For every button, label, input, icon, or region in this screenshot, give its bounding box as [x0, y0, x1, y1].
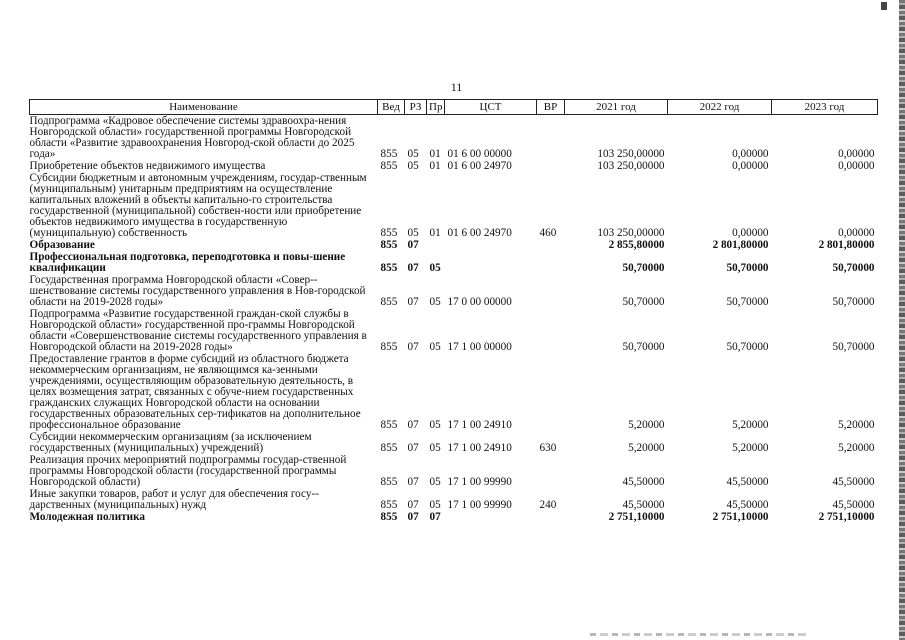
cell-pr: 01 — [429, 160, 441, 172]
cell-ved: 855 — [380, 476, 398, 488]
cell-ved: 855 — [380, 419, 398, 431]
table-row — [30, 454, 878, 488]
cell-pr: 07 — [429, 511, 441, 523]
scan-edge — [899, 0, 905, 640]
cell-y2022: 0,00000 — [732, 148, 769, 160]
cell-name: Образование — [29, 239, 95, 251]
cell-cst: 01 6 00 24970 — [447, 160, 512, 172]
cell-name: Государственная программа Новгородской области «Совер-шенствование системы государственного управления в Нов-городской области на 2019-2028 годы» — [29, 274, 366, 308]
cell-rz: 07 — [407, 262, 419, 274]
cell-y2022: 0,00000 — [732, 227, 769, 239]
cell-vr — [537, 160, 565, 172]
header-cst: ЦСТ — [445, 100, 537, 115]
cell-rz: 05 — [407, 227, 419, 239]
cell-y2021: 2 855,80000 — [608, 239, 665, 251]
page-number: 11 — [450, 80, 463, 94]
cell-y2021: 45,50000 — [622, 476, 665, 488]
cell-name: Реализация прочих мероприятий подпрограммы государ-ственной программы Новгородской области (государственной программы Новгородской области) — [29, 454, 347, 488]
cell-rz: 07 — [407, 476, 419, 488]
cell-y2021: 50,70000 — [622, 296, 665, 308]
cell-pr: 05 — [429, 419, 441, 431]
cell-y2022: 50,70000 — [726, 341, 769, 353]
cell-y2021: 2 751,10000 — [608, 511, 665, 523]
cell-ved: 855 — [380, 227, 398, 239]
cell-rz: 05 — [407, 160, 419, 172]
table-row — [30, 115, 878, 161]
cell-y2023: 50,70000 — [832, 262, 875, 274]
cell-pr: 05 — [429, 341, 441, 353]
header-2022: 2022 год — [668, 100, 772, 115]
cell-name: Субсидии некоммерческим организациям (за исключением государственных (муниципальных) учреждений) — [29, 431, 312, 454]
cell-y2021: 45,50000 — [622, 499, 665, 511]
cell-y2022: 45,50000 — [726, 499, 769, 511]
cell-name: Подпрограмма «Развитие государственной граждан-ской службы в Новгородской области» государственной про-граммы Новгородской области «Совершенствование системы государственного управления в Новгородской области на 2019-2028 годы» — [29, 308, 367, 353]
cell-y2021: 5,20000 — [628, 419, 665, 431]
cell-ved: 855 — [380, 239, 398, 251]
cell-y2022: 0,00000 — [732, 160, 769, 172]
cell-vr — [537, 239, 565, 251]
cell-cst: 17 1 00 99990 — [447, 499, 512, 511]
cell-rz: 07 — [407, 499, 419, 511]
table-row — [30, 511, 878, 523]
cell-name: Иные закупки товаров, работ и услуг для обеспечения госу-дарственных (муниципальных) нужд — [29, 488, 319, 511]
cell-vr — [537, 115, 565, 161]
cell-cst — [445, 251, 537, 274]
cell-y2023: 0,00000 — [838, 160, 875, 172]
cell-y2021: 50,70000 — [622, 262, 665, 274]
header-rz: РЗ — [405, 100, 427, 115]
cell-vr — [537, 454, 565, 488]
cell-rz: 07 — [407, 511, 419, 523]
cell-cst: 17 1 00 00000 — [447, 341, 512, 353]
cell-y2022: 5,20000 — [732, 419, 769, 431]
table-row — [30, 308, 878, 353]
cell-rz: 07 — [407, 442, 419, 454]
table-row — [30, 274, 878, 308]
cell-vr — [537, 308, 565, 353]
cell-y2023: 5,20000 — [838, 442, 875, 454]
cell-cst — [445, 511, 537, 523]
cell-vr — [537, 353, 565, 431]
cell-cst: 01 6 00 00000 — [447, 148, 512, 160]
cell-rz: 07 — [407, 239, 419, 251]
cell-pr: 01 — [429, 227, 441, 239]
table-row — [30, 431, 878, 454]
table-row — [30, 172, 878, 239]
cell-ved: 855 — [380, 262, 398, 274]
header-pr: Пр — [427, 100, 445, 115]
cell-ved: 855 — [380, 148, 398, 160]
cell-y2021: 103 250,00000 — [597, 148, 665, 160]
cell-name: Подпрограмма «Кадровое обеспечение системы здравоохра-нения Новгородской области» государственной программы Новгородской области «Развитие здравоохранения Новгород-ской области до 2025 года» — [29, 115, 355, 160]
cell-y2021: 5,20000 — [628, 442, 665, 454]
table-body — [30, 115, 878, 524]
cell-cst: 17 1 00 99990 — [447, 476, 512, 488]
cell-rz: 07 — [407, 419, 419, 431]
cell-name: Субсидии бюджетным и автономным учреждениям, государ-ственным (муниципальным) унитарным предприятиям на осуществление капитальных вложений в объекты капитально-го строительства государственной (муниципальной) собствен-ности или приобретение объектов недвижимого имущества в государственную (муниципальную) собственность — [29, 172, 367, 239]
cell-pr: 01 — [429, 148, 441, 160]
cell-cst: 17 1 00 24910 — [447, 419, 512, 431]
cell-cst — [445, 239, 537, 251]
cell-y2023: 5,20000 — [838, 419, 875, 431]
cell-vr — [537, 511, 565, 523]
cell-pr: 05 — [429, 476, 441, 488]
cell-rz: 07 — [407, 341, 419, 353]
cell-y2022: 2 801,80000 — [712, 239, 769, 251]
cell-y2022: 45,50000 — [726, 476, 769, 488]
cell-y2022: 5,20000 — [732, 442, 769, 454]
cell-pr — [427, 239, 445, 251]
cell-vr — [537, 251, 565, 274]
header-vr: ВР — [537, 100, 565, 115]
cell-vr — [537, 274, 565, 308]
cell-y2022: 50,70000 — [726, 262, 769, 274]
cell-ved: 855 — [380, 442, 398, 454]
cell-y2023: 45,50000 — [832, 499, 875, 511]
cell-y2023: 0,00000 — [838, 227, 875, 239]
cell-rz: 07 — [407, 296, 419, 308]
cell-pr: 05 — [429, 499, 441, 511]
cell-y2022: 50,70000 — [726, 296, 769, 308]
cell-y2023: 2 751,10000 — [818, 511, 875, 523]
cell-name: Предоставление грантов в форме субсидий из областного бюджета некоммерческим организациям, не являющимся ка-зенными учреждениями, осуществляющим образовательную деятельность, в целях возмещения затрат, связанных с обуче-нием государственных гражданских служащих Новгородской области на основании государственных образовательных сер-тификатов на дополнительное профессиональное образование — [29, 353, 361, 431]
budget-table — [29, 99, 878, 523]
cell-vr: 460 — [539, 227, 557, 239]
cell-name: Приобретение объектов недвижимого имущества — [29, 160, 266, 172]
cell-vr: 240 — [539, 499, 557, 511]
cell-ved: 855 — [380, 296, 398, 308]
cell-cst: 17 0 00 00000 — [447, 296, 512, 308]
cell-y2023: 0,00000 — [838, 148, 875, 160]
header-name: Наименование — [30, 100, 378, 115]
cell-y2021: 103 250,00000 — [597, 160, 665, 172]
table-row — [30, 353, 878, 431]
table-row — [30, 488, 878, 511]
cell-y2021: 50,70000 — [622, 341, 665, 353]
cell-rz: 05 — [407, 148, 419, 160]
cell-y2023: 50,70000 — [832, 341, 875, 353]
table-row — [30, 251, 878, 274]
cell-name: Профессиональная подготовка, переподготовка и повы-шение квалификации — [29, 251, 346, 274]
cell-ved: 855 — [380, 499, 398, 511]
header-ved: Вед — [378, 100, 405, 115]
table-header — [30, 100, 878, 115]
cell-cst: 17 1 00 24910 — [447, 442, 512, 454]
table-row — [30, 239, 878, 251]
cell-vr: 630 — [539, 442, 557, 454]
header-2021: 2021 год — [565, 100, 668, 115]
cell-pr: 05 — [429, 442, 441, 454]
cell-name: Молодежная политика — [29, 511, 145, 523]
cell-pr: 05 — [429, 296, 441, 308]
cell-pr: 05 — [429, 262, 441, 274]
header-2023: 2023 год — [772, 100, 878, 115]
cell-y2023: 45,50000 — [832, 476, 875, 488]
cell-ved: 855 — [380, 341, 398, 353]
cell-y2022: 2 751,10000 — [712, 511, 769, 523]
table-row — [30, 160, 878, 172]
cell-cst: 01 6 00 24970 — [447, 227, 512, 239]
cell-y2021: 103 250,00000 — [597, 227, 665, 239]
cell-y2023: 2 801,80000 — [818, 239, 875, 251]
scan-bottom-artifact — [590, 633, 810, 636]
scan-corner-mark — [881, 2, 887, 10]
cell-ved: 855 — [380, 160, 398, 172]
cell-y2023: 50,70000 — [832, 296, 875, 308]
cell-ved: 855 — [380, 511, 398, 523]
